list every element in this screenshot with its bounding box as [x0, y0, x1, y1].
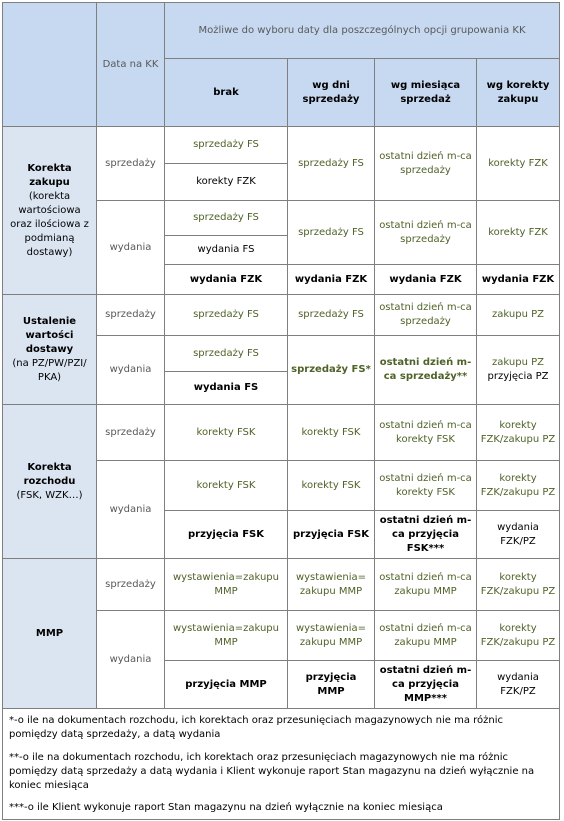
row-label-wydania: wydania: [97, 336, 165, 405]
cell: wystawienia=zakupu MMP: [165, 611, 288, 661]
header-col-dni: wg dni sprzedaży: [288, 59, 375, 127]
group-ustalenie: [3, 295, 97, 405]
group-title: Korekta zakupu: [27, 162, 72, 188]
cell: ostatni dzień m-ca sprzedaży: [375, 127, 477, 201]
cell: ostatni dzień m-ca sprzedaży: [375, 201, 477, 265]
cell: wydania FZK: [288, 265, 375, 295]
cell: przyjęcia FSK: [165, 511, 288, 559]
cell: sprzedaży FS: [165, 336, 288, 372]
cell: sprzedaży FS: [288, 127, 375, 201]
cell: korekty FZK/zakupu PZ: [477, 559, 560, 611]
cell: ostatni dzień m-ca przyjęcia MMP***: [375, 661, 477, 709]
header-mozliwe: Możliwe do wyboru daty dla poszczególnych opcji grupowania KK: [165, 3, 560, 59]
cell: korekty FZK: [165, 164, 288, 201]
cell: ostatni dzień m-ca zakupu MMP: [375, 611, 477, 661]
cell: przyjęcia MMP: [165, 661, 288, 709]
cell: sprzedaży FS: [165, 295, 288, 336]
row-label-sprzedazy: sprzedaży: [97, 295, 165, 336]
cell: wydania FZK: [375, 265, 477, 295]
footnote-2: **-o ile na dokumentach rozchodu, ich korektach oraz przesunięciach magazynowych nie ma różnic pomiędzy datą sprzedaży a datą wydania i Klient wykonuje raport Stan magazynu na dzień wyłącznie na koniec miesiąca: [3, 747, 560, 797]
row-label-sprzedazy: sprzedaży: [97, 559, 165, 611]
cell: korekty FSK: [288, 405, 375, 461]
cell: [477, 336, 560, 405]
footnote-3: ***-o ile Klient wykonuje raport Stan magazynu na dzień wyłącznie na koniec miesiąca: [3, 797, 560, 820]
cell: korekty FZK: [477, 201, 560, 265]
cell: ostatni dzień m-ca zakupu MMP: [375, 559, 477, 611]
cell: ostatni dzień m-ca korekty FSK: [375, 461, 477, 511]
cell: korekty FSK: [165, 461, 288, 511]
cell: wydania FZK/PZ: [477, 511, 560, 559]
cell: sprzedaży FS: [165, 127, 288, 164]
cell: wydania FZK/PZ: [477, 661, 560, 709]
cell-line: zakupu PZ: [492, 357, 544, 368]
cell: przyjęcia MMP: [288, 661, 375, 709]
header-corner: [3, 3, 97, 127]
cell: wystawienia= zakupu MMP: [288, 611, 375, 661]
row-label-wydania: wydania: [97, 461, 165, 559]
header-col-brak: brak: [165, 59, 288, 127]
cell: korekty FZK/zakupu PZ: [477, 461, 560, 511]
cell: sprzedaży FS: [165, 201, 288, 236]
cell: przyjęcia FSK: [288, 511, 375, 559]
group-korekta-rozchodu: [3, 405, 97, 559]
cell: korekty FSK: [288, 461, 375, 511]
group-subtitle: (na PZ/PW/PZI/ PKA): [12, 357, 87, 383]
group-title: Ustalenie wartości dostawy: [22, 315, 77, 355]
group-korekta-zakupu: [3, 127, 97, 295]
header-data-na-kk: Data na KK: [97, 3, 165, 127]
cell: wydania FZK: [477, 265, 560, 295]
group-subtitle: (korekta wartościowa oraz ilościowa z podmianą dostawy): [10, 190, 89, 258]
cell: sprzedaży FS: [288, 295, 375, 336]
group-title: Korekta rozchodu: [23, 461, 76, 487]
cell: wydania FZK: [165, 265, 288, 295]
header-col-miesiac: wg miesiąca sprzedaż: [375, 59, 477, 127]
cell: ostatni dzień m-ca przyjęcia FSK***: [375, 511, 477, 559]
group-title: MMP: [35, 627, 64, 639]
cell: wystawienia=zakupu MMP: [165, 559, 288, 611]
cell-line: przyjęcia PZ: [487, 371, 549, 382]
cell: korekty FZK: [477, 127, 560, 201]
cell: ostatni dzień m-ca sprzedaży: [375, 295, 477, 336]
row-label-wydania: wydania: [97, 201, 165, 295]
footnote-1: *-o ile na dokumentach rozchodu, ich korektach oraz przesunięciach magazynowych nie ma różnic pomiędzy datą sprzedaży, a datą wydania: [3, 709, 560, 747]
cell: korekty FZK/zakupu PZ: [477, 611, 560, 661]
row-label-wydania: wydania: [97, 611, 165, 709]
group-subtitle: (FSK, WZK…): [16, 489, 83, 501]
date-options-table: [2, 2, 560, 820]
cell: wydania FS: [165, 372, 288, 405]
cell: wystawienia= zakupu MMP: [288, 559, 375, 611]
cell: sprzedaży FS: [288, 201, 375, 265]
header-col-korekty: wg korekty zakupu: [477, 59, 560, 127]
cell: zakupu PZ: [477, 295, 560, 336]
cell: sprzedaży FS*: [288, 336, 375, 405]
row-label-sprzedazy: sprzedaży: [97, 127, 165, 201]
row-label-sprzedazy: sprzedaży: [97, 405, 165, 461]
cell: ostatni dzień m-ca sprzedaży**: [375, 336, 477, 405]
group-mmp: [3, 559, 97, 709]
cell: korekty FSK: [165, 405, 288, 461]
cell: ostatni dzień m-ca korekty FSK: [375, 405, 477, 461]
cell: wydania FS: [165, 236, 288, 265]
cell: korekty FZK/zakupu PZ: [477, 405, 560, 461]
